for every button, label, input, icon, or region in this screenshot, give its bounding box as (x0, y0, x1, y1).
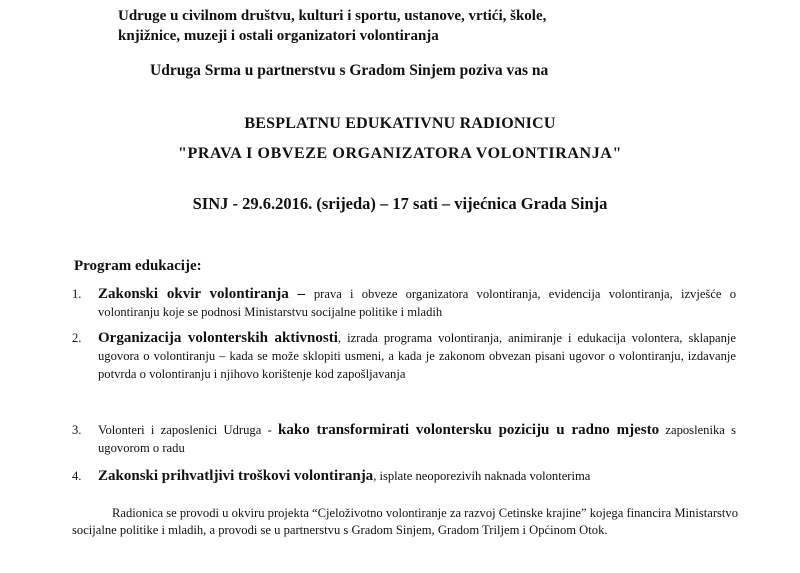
item-text: prava i obveze organizatora volontiranja, evidencija volontiranja, izvješće o volontiranju koje se podnosi Ministarstvu socijalne politike i mladih (98, 287, 737, 319)
item-number: 2. (72, 331, 82, 345)
workshop-title: BESPLATNU EDUKATIVNU RADIONICU (244, 115, 556, 132)
item-bold-title: Zakonski okvir volontiranja (98, 286, 289, 302)
item-bold-title: Zakonski prihvatljivi troškovi volontiranja (98, 468, 374, 484)
item-separator: , (337, 331, 348, 345)
event-date-location: SINJ - 29.6.2016. (srijeda) – 17 sati – vijećnica Grada Sinja (192, 194, 608, 213)
item-body (98, 285, 736, 321)
item-number: 4. (72, 469, 82, 483)
item-number: 3. (72, 423, 82, 437)
item-body (98, 467, 736, 485)
item-text: izrada programa volontiranja, animiranje i edukacija volontera, sklapanje ugovora o volontiranju – kada se može sklopiti usmeni, a kada je zakonom obvezan pisani ugovor o volontiranju, izdavanje potvrda o volontiranju i njihovo korištenje kod zapošljavanja (98, 331, 737, 381)
item-separator: – (288, 286, 314, 302)
invitation-line: Udruga Srma u partnerstvu s Gradom Sinjem poziva vas na (150, 62, 549, 79)
program-heading: Program edukacije: (74, 258, 202, 274)
item-text: , isplate neoporezivih naknada volonterima (373, 469, 591, 483)
item-bold-title: kako transformirati volontersku poziciju u radno mjesto (278, 422, 660, 438)
item-body (98, 329, 736, 383)
item-body (98, 421, 736, 457)
workshop-subtitle: "PRAVA I OBVEZE ORGANIZATORA VOLONTIRANJA" (178, 145, 622, 162)
item-pre-text: Volonteri i zaposlenici Udruga - (98, 423, 279, 437)
item-number: 1. (72, 287, 82, 301)
audience-heading (118, 6, 546, 46)
item-bold-title: Organizacija volonterskih aktivnosti (98, 330, 338, 346)
footer-paragraph (72, 505, 738, 539)
audience-line-1: Udruge u civilnom društvu, kulturi i sportu, ustanove, vrtići, škole, (118, 8, 547, 24)
footer-text: Radionica se provodi u okviru projekta “Cjeloživotno volontiranje za razvoj Cetinske krajine” kojega financira Ministarstvo socijalne politike i mladih, a provodi se u partnerstvu s Gradom Sinjem, Gradom Trilјem i Općinom Otok. (72, 506, 739, 537)
audience-line-2: knjižnice, muzeji i ostali organizatori volontiranja (118, 28, 439, 44)
item-text: zaposlenika s ugovorom o radu (98, 423, 736, 455)
